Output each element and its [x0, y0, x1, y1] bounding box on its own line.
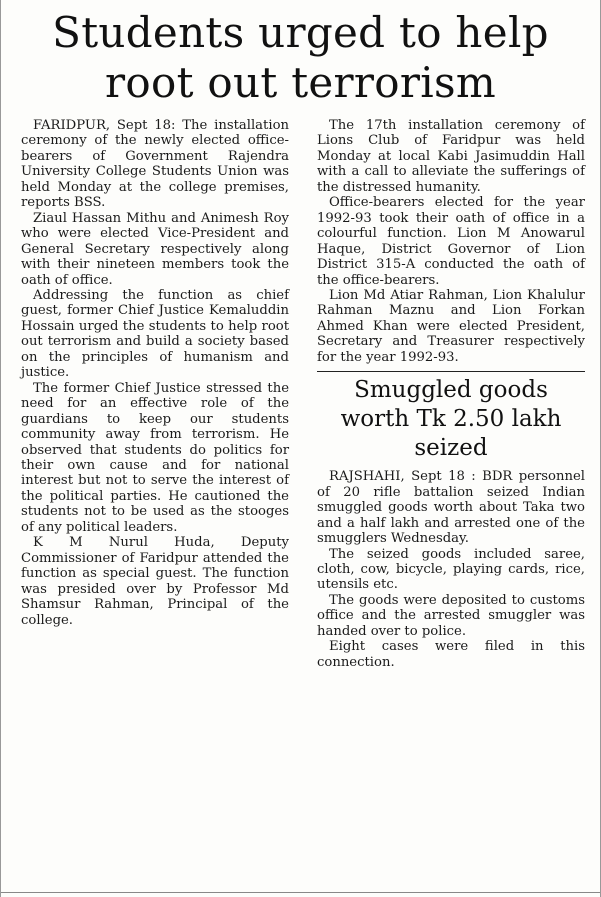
article1-paragraph-4: The former Chief Justice stressed the need for an effective role of the guardians to keep our students community away from terrorism. He observed that students do politics for their own cause and for national interest but not to serve the interest of the political parties. He cautioned the students not to be used as the stooges of any political leaders. [21, 380, 289, 535]
article3-paragraph-1: RAJSHAHI, Sept 18 : BDR personnel of 20 rifle battalion seized Indian smuggled goods worth about Taka two and a half lakh and arrested one of the smugglers Wednesday. [317, 469, 585, 547]
bottom-rule [1, 892, 600, 893]
article2-paragraph-2: Office-bearers elected for the year 1992-93 took their oath of office in a colourful function. Lion M Anowarul Haque, District Governor of Lion District 315-A conducted the oath of the office-bearers. [317, 195, 585, 288]
smuggled-goods-headline: Smuggled goods worth Tk 2.50 lakh seized [317, 371, 585, 463]
article-columns [1, 118, 600, 897]
article1-paragraph-5: K M Nurul Huda, Deputy Commissioner of Faridpur attended the function as special guest. The function was presided over by Professor Md Shamsur Rahman, Principal of the college. [21, 535, 289, 628]
article2-paragraph-3: Lion Md Atiar Rahman, Lion Khalulur Rahman Maznu and Lion Forkan Ahmed Khan were elected President, Secretary and Treasurer respectively for the year 1992-93. [317, 287, 585, 365]
right-column [317, 118, 585, 670]
left-column [21, 118, 289, 628]
article1-paragraph-3: Addressing the function as chief guest, former Chief Justice Kemaluddin Hossain urged the students to help root out terrorism and build a society based on the principles of humanism and justice. [21, 287, 289, 381]
article3-paragraph-2: The seized goods included saree, cloth, cow, bicycle, playing cards, rice, utensils etc. [317, 546, 585, 593]
article3-paragraph-4: Eight cases were filed in this connection. [317, 639, 585, 670]
article2-paragraph-1: The 17th installation ceremony of Lions Club of Faridpur was held Monday at local Kabi Jasimuddin Hall with a call to alleviate the sufferings of the distressed humanity. [317, 118, 585, 195]
article3-paragraph-3: The goods were deposited to customs office and the arrested smuggler was handed over to police. [317, 592, 585, 639]
article1-paragraph-2: Ziaul Hassan Mithu and Animesh Roy who were elected Vice-President and General Secretary respectively along with their nineteen members took the oath of office. [21, 210, 289, 288]
article1-paragraph-1: FARIDPUR, Sept 18: The installation ceremony of the newly elected office-bearers of Government Rajendra University College Students Union was held Monday at the college premises, reports BSS. [21, 118, 289, 211]
main-headline: Students urged to help root out terrorism [52, 8, 549, 107]
